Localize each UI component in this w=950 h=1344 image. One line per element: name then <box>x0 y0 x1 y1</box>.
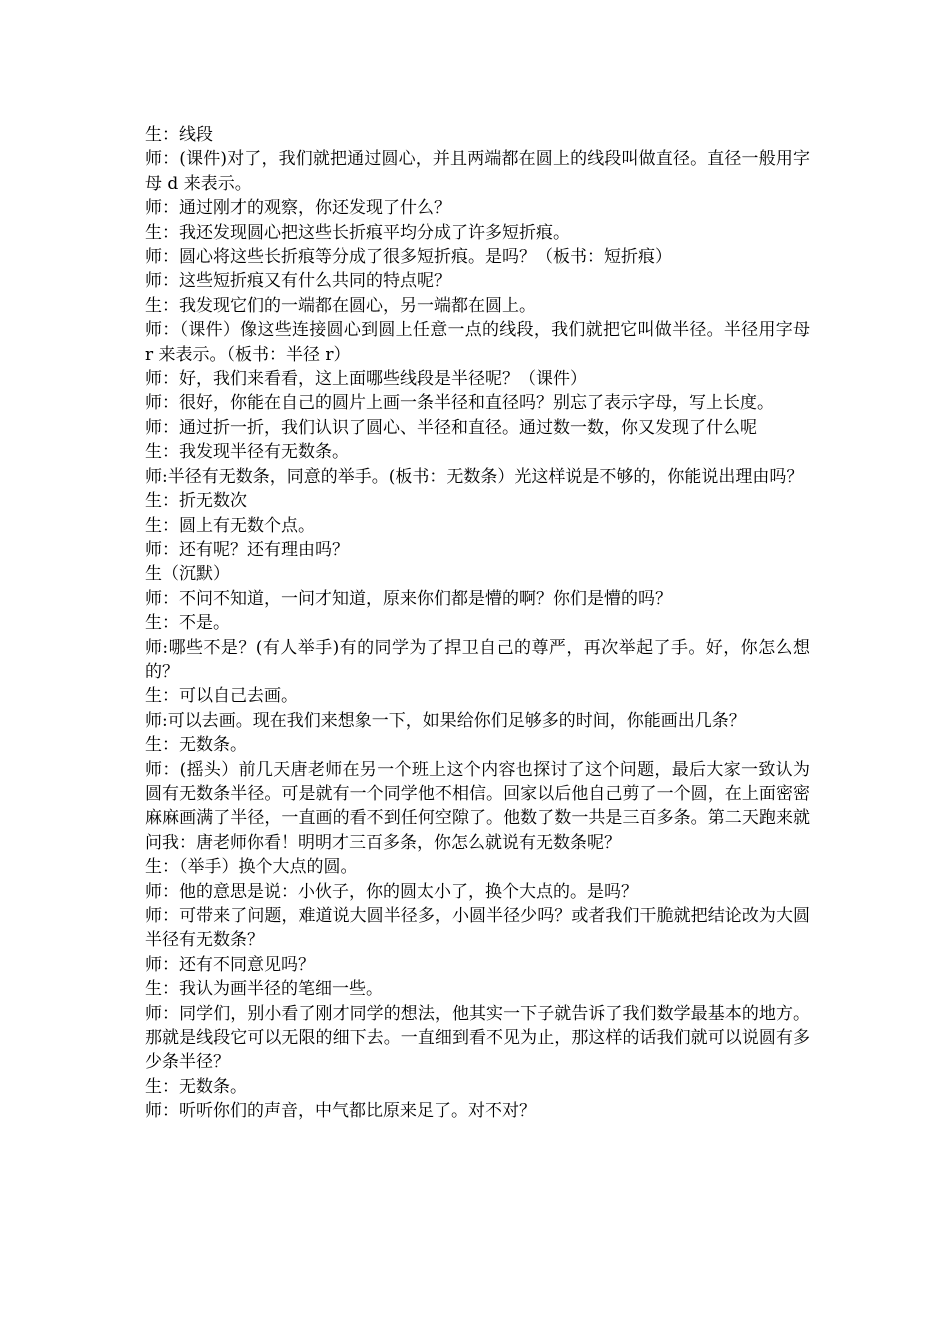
dialogue-line: 师：很好，你能在自己的圆片上画一条半径和直径吗？别忘了表示字母，写上长度。 <box>145 393 774 414</box>
dialogue-line: 师：可带来了问题，难道说大圆半径多，小圆半径少吗？或者我们干脆就把结论改为大圆半径有无数条？ <box>145 906 810 951</box>
dialogue-line: 生：线段 <box>145 125 213 145</box>
dialogue-line: 生（沉默） <box>145 564 230 585</box>
dialogue-line: 师：他的意思是说：小伙子，你的圆太小了，换个大点的。是吗？ <box>145 881 638 902</box>
dialogue-line: 师：不问不知道，一问才知道，原来你们都是懵的啊？你们是懵的吗？ <box>145 588 672 609</box>
dialogue-line: 生：我发现半径有无数条。 <box>145 442 349 463</box>
dialogue-line: 生：我还发现圆心把这些长折痕平均分成了许多短折痕。 <box>145 222 570 243</box>
dialogue-line: 生：折无数次 <box>145 491 247 512</box>
dialogue-line: 师：还有呢？还有理由吗？ <box>145 539 349 560</box>
dialogue-line: 师：(课件)对了，我们就把通过圆心，并且两端都在圆上的线段叫做直径。直径一般用字母 d 来表示。 <box>145 149 810 194</box>
dialogue-line: 师：同学们，别小看了刚才同学的想法，他其实一下子就告诉了我们数学最基本的地方。那就是线段它可以无限的细下去。一直细到看不见为止，那这样的话我们就可以说圆有多少条半径？ <box>145 1003 810 1073</box>
dialogue-line: 生：不是。 <box>145 613 230 634</box>
dialogue-line: 师:哪些不是？(有人举手)有的同学为了捍卫自己的尊严，再次举起了手。好，你怎么想的？ <box>145 637 810 682</box>
dialogue-line: 师:半径有无数条，同意的举手。(板书：无数条）光这样说是不够的，你能说出理由吗？ <box>145 466 804 487</box>
dialogue-line: 师：(摇头）前几天唐老师在另一个班上这个内容也探讨了这个问题，最后大家一致认为圆有无数条半径。可是就有一个同学他不相信。回家以后他自己剪了一个圆，在上面密密麻麻画满了半径，一直画的看不到任何空隙了。他数了数一共是三百多条。第二天跑来就问我：唐老师你看！明明才三百多条，你怎么就说有无数条呢？ <box>145 759 810 853</box>
dialogue-line: 师：通过折一折，我们认识了圆心、半径和直径。通过数一数，你又发现了什么呢 <box>145 417 757 438</box>
dialogue-line: 生：圆上有无数个点。 <box>145 515 315 536</box>
dialogue-line: 师：圆心将这些长折痕等分成了很多短折痕。是吗？（板书：短折痕） <box>145 247 672 268</box>
dialogue-line: 师：（课件）像这些连接圆心到圆上任意一点的线段，我们就把它叫做半径。半径用字母 r 来表示。（板书：半径 r） <box>145 320 810 365</box>
dialogue-line: 生：我认为画半径的笔细一些。 <box>145 979 383 1000</box>
dialogue-line: 师：听听你们的声音，中气都比原来足了。对不对？ <box>145 1101 536 1122</box>
dialogue-line: 生：无数条。 <box>145 735 247 756</box>
dialogue-line: 师：好，我们来看看，这上面哪些线段是半径呢？（课件） <box>145 369 587 390</box>
dialogue-line: 师：还有不同意见吗？ <box>145 954 315 975</box>
dialogue-line: 生：（举手）换个大点的圆。 <box>145 857 358 878</box>
document-body <box>145 123 810 1124</box>
dialogue-line: 师：这些短折痕又有什么共同的特点呢？ <box>145 271 451 292</box>
dialogue-line: 师：通过刚才的观察，你还发现了什么？ <box>145 198 451 219</box>
dialogue-line: 生：我发现它们的一端都在圆心，另一端都在圆上。 <box>145 295 536 316</box>
dialogue-line: 生：无数条。 <box>145 1076 247 1097</box>
dialogue-line: 生：可以自己去画。 <box>145 686 298 707</box>
dialogue-line: 师:可以去画。现在我们来想象一下，如果给你们足够多的时间，你能画出几条？ <box>145 710 746 731</box>
